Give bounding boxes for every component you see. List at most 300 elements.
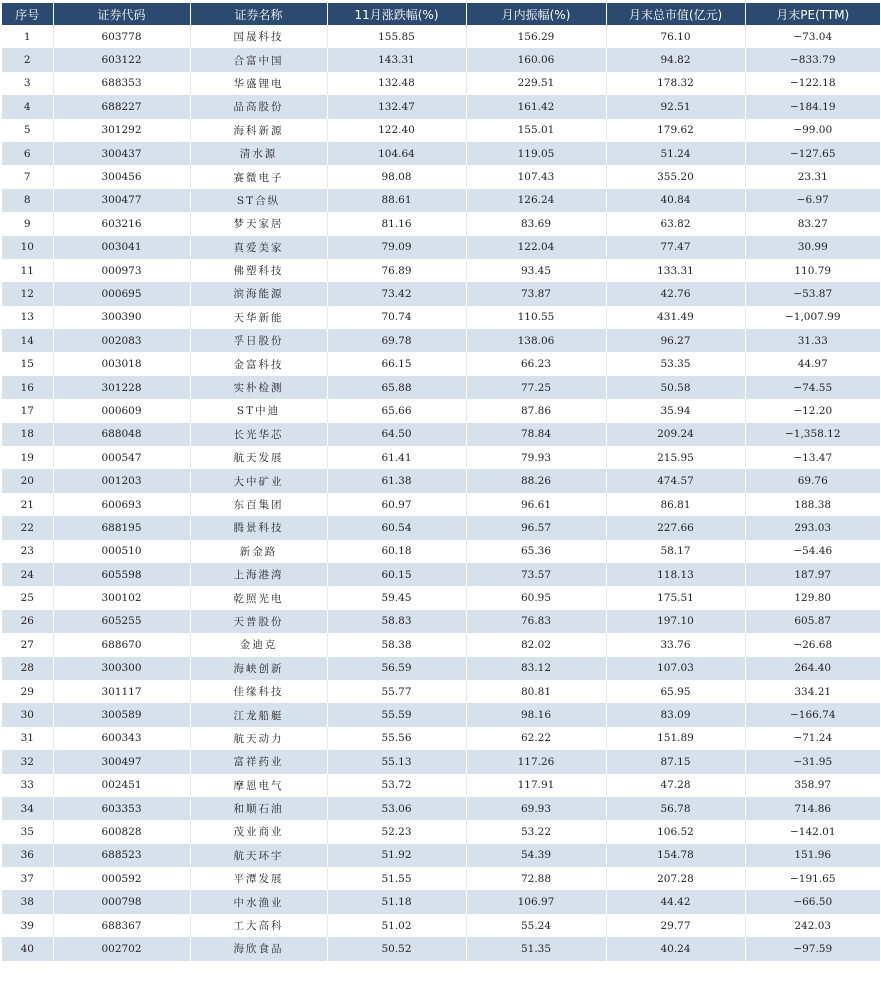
cell-index: 13	[2, 306, 53, 329]
cell-amplitude: 83.69	[466, 212, 606, 235]
cell-pe: −66.50	[745, 890, 880, 913]
cell-market-cap: 40.84	[606, 189, 745, 212]
cell-market-cap: 355.20	[606, 165, 745, 188]
cell-change: 69.78	[327, 329, 466, 352]
cell-code: 301228	[53, 376, 190, 399]
cell-pe: 242.03	[745, 914, 880, 937]
cell-change: 51.92	[327, 844, 466, 867]
cell-code: 603353	[53, 797, 190, 820]
cell-index: 32	[2, 750, 53, 773]
cell-name: 国晟科技	[190, 25, 327, 48]
cell-market-cap: 51.24	[606, 142, 745, 165]
table-row	[2, 797, 880, 820]
header-row	[2, 3, 880, 25]
cell-market-cap: 58.17	[606, 540, 745, 563]
cell-code: 000547	[53, 446, 190, 469]
cell-amplitude: 78.84	[466, 423, 606, 446]
cell-code: 600693	[53, 493, 190, 516]
cell-pe: −12.20	[745, 399, 880, 422]
cell-amplitude: 119.05	[466, 142, 606, 165]
cell-code: 002702	[53, 937, 190, 960]
cell-name: 金富科技	[190, 352, 327, 375]
cell-code: 300437	[53, 142, 190, 165]
cell-amplitude: 72.88	[466, 867, 606, 890]
cell-name: 和顺石油	[190, 797, 327, 820]
cell-pe: 110.79	[745, 259, 880, 282]
cell-market-cap: 53.35	[606, 352, 745, 375]
table-row	[2, 189, 880, 212]
table-row	[2, 540, 880, 563]
cell-change: 70.74	[327, 306, 466, 329]
cell-pe: −53.87	[745, 282, 880, 305]
cell-code: 688195	[53, 516, 190, 539]
cell-code: 605255	[53, 610, 190, 633]
table-row	[2, 750, 880, 773]
cell-amplitude: 80.81	[466, 680, 606, 703]
cell-code: 002451	[53, 774, 190, 797]
cell-change: 104.64	[327, 142, 466, 165]
cell-index: 30	[2, 703, 53, 726]
header-market-cap: 月末总市值(亿元)	[606, 3, 745, 25]
cell-code: 301117	[53, 680, 190, 703]
cell-change: 53.72	[327, 774, 466, 797]
cell-name: 航天动力	[190, 727, 327, 750]
cell-market-cap: 107.03	[606, 657, 745, 680]
cell-name: 天普股份	[190, 610, 327, 633]
table-row	[2, 282, 880, 305]
cell-pe: −6.97	[745, 189, 880, 212]
cell-change: 132.47	[327, 95, 466, 118]
cell-name: 工大高科	[190, 914, 327, 937]
cell-index: 26	[2, 610, 53, 633]
cell-code: 300390	[53, 306, 190, 329]
cell-index: 38	[2, 890, 53, 913]
cell-index: 23	[2, 540, 53, 563]
cell-index: 35	[2, 820, 53, 843]
table-row	[2, 48, 880, 71]
cell-change: 61.41	[327, 446, 466, 469]
cell-change: 73.42	[327, 282, 466, 305]
cell-code: 688048	[53, 423, 190, 446]
cell-change: 60.97	[327, 493, 466, 516]
cell-name: 真爱美家	[190, 236, 327, 259]
cell-code: 300589	[53, 703, 190, 726]
table-row	[2, 563, 880, 586]
cell-amplitude: 160.06	[466, 48, 606, 71]
cell-market-cap: 86.81	[606, 493, 745, 516]
table-row	[2, 25, 880, 48]
header-pe: 月末PE(TTM)	[745, 3, 880, 25]
cell-code: 000798	[53, 890, 190, 913]
cell-code: 603216	[53, 212, 190, 235]
cell-name: 长光华芯	[190, 423, 327, 446]
cell-market-cap: 77.47	[606, 236, 745, 259]
cell-code: 001203	[53, 469, 190, 492]
table-row	[2, 446, 880, 469]
cell-amplitude: 155.01	[466, 119, 606, 142]
cell-pe: −142.01	[745, 820, 880, 843]
cell-code: 000592	[53, 867, 190, 890]
table-row	[2, 469, 880, 492]
cell-amplitude: 76.83	[466, 610, 606, 633]
cell-pe: −71.24	[745, 727, 880, 750]
cell-pe: −833.79	[745, 48, 880, 71]
cell-change: 58.83	[327, 610, 466, 633]
cell-name: 金迪克	[190, 633, 327, 656]
cell-amplitude: 51.35	[466, 937, 606, 960]
cell-index: 14	[2, 329, 53, 352]
cell-change: 50.52	[327, 937, 466, 960]
table-row	[2, 774, 880, 797]
cell-amplitude: 82.02	[466, 633, 606, 656]
cell-name: ST中迪	[190, 399, 327, 422]
cell-pe: −31.95	[745, 750, 880, 773]
cell-market-cap: 92.51	[606, 95, 745, 118]
cell-index: 16	[2, 376, 53, 399]
cell-market-cap: 47.28	[606, 774, 745, 797]
cell-pe: 187.97	[745, 563, 880, 586]
cell-index: 15	[2, 352, 53, 375]
cell-index: 12	[2, 282, 53, 305]
cell-pe: −184.19	[745, 95, 880, 118]
cell-name: 孚日股份	[190, 329, 327, 352]
cell-index: 7	[2, 165, 53, 188]
cell-index: 17	[2, 399, 53, 422]
cell-code: 000510	[53, 540, 190, 563]
cell-name: 中水渔业	[190, 890, 327, 913]
cell-market-cap: 76.10	[606, 25, 745, 48]
cell-change: 51.02	[327, 914, 466, 937]
cell-code: 003018	[53, 352, 190, 375]
cell-amplitude: 122.04	[466, 236, 606, 259]
cell-pe: −99.00	[745, 119, 880, 142]
cell-change: 55.56	[327, 727, 466, 750]
cell-market-cap: 151.89	[606, 727, 745, 750]
cell-amplitude: 60.95	[466, 586, 606, 609]
cell-change: 60.18	[327, 540, 466, 563]
cell-name: 清水源	[190, 142, 327, 165]
cell-index: 24	[2, 563, 53, 586]
cell-name: 平潭发展	[190, 867, 327, 890]
cell-market-cap: 207.28	[606, 867, 745, 890]
cell-change: 143.31	[327, 48, 466, 71]
table-row	[2, 119, 880, 142]
cell-name: 佳缘科技	[190, 680, 327, 703]
cell-index: 8	[2, 189, 53, 212]
cell-amplitude: 98.16	[466, 703, 606, 726]
cell-code: 300102	[53, 586, 190, 609]
cell-change: 59.45	[327, 586, 466, 609]
cell-change: 58.38	[327, 633, 466, 656]
table-row	[2, 914, 880, 937]
cell-index: 9	[2, 212, 53, 235]
cell-change: 52.23	[327, 820, 466, 843]
cell-index: 5	[2, 119, 53, 142]
table-body	[2, 25, 880, 961]
cell-index: 3	[2, 72, 53, 95]
cell-amplitude: 87.86	[466, 399, 606, 422]
cell-market-cap: 431.49	[606, 306, 745, 329]
cell-index: 22	[2, 516, 53, 539]
cell-change: 55.13	[327, 750, 466, 773]
table-row	[2, 142, 880, 165]
cell-name: 合富中国	[190, 48, 327, 71]
cell-code: 605598	[53, 563, 190, 586]
cell-amplitude: 110.55	[466, 306, 606, 329]
cell-name: 东百集团	[190, 493, 327, 516]
table-row	[2, 212, 880, 235]
table-row	[2, 633, 880, 656]
cell-amplitude: 66.23	[466, 352, 606, 375]
cell-pe: 83.27	[745, 212, 880, 235]
cell-market-cap: 178.32	[606, 72, 745, 95]
cell-pe: 129.80	[745, 586, 880, 609]
cell-pe: 31.33	[745, 329, 880, 352]
cell-amplitude: 77.25	[466, 376, 606, 399]
cell-market-cap: 106.52	[606, 820, 745, 843]
cell-index: 21	[2, 493, 53, 516]
cell-change: 55.77	[327, 680, 466, 703]
cell-market-cap: 96.27	[606, 329, 745, 352]
cell-change: 56.59	[327, 657, 466, 680]
cell-amplitude: 65.36	[466, 540, 606, 563]
cell-amplitude: 106.97	[466, 890, 606, 913]
cell-code: 000609	[53, 399, 190, 422]
cell-market-cap: 215.95	[606, 446, 745, 469]
cell-code: 603778	[53, 25, 190, 48]
cell-amplitude: 55.24	[466, 914, 606, 937]
cell-pe: −122.18	[745, 72, 880, 95]
cell-pe: −54.46	[745, 540, 880, 563]
cell-pe: 293.03	[745, 516, 880, 539]
cell-amplitude: 96.57	[466, 516, 606, 539]
table-row	[2, 890, 880, 913]
cell-change: 55.59	[327, 703, 466, 726]
cell-name: 赛微电子	[190, 165, 327, 188]
cell-change: 65.66	[327, 399, 466, 422]
cell-code: 688670	[53, 633, 190, 656]
cell-market-cap: 44.42	[606, 890, 745, 913]
cell-index: 27	[2, 633, 53, 656]
cell-index: 25	[2, 586, 53, 609]
cell-change: 76.89	[327, 259, 466, 282]
cell-code: 003041	[53, 236, 190, 259]
cell-code: 688353	[53, 72, 190, 95]
cell-pe: 605.87	[745, 610, 880, 633]
table-row	[2, 937, 880, 960]
cell-name: 天华新能	[190, 306, 327, 329]
cell-name: ST合纵	[190, 189, 327, 212]
cell-code: 688523	[53, 844, 190, 867]
cell-market-cap: 63.82	[606, 212, 745, 235]
cell-change: 53.06	[327, 797, 466, 820]
cell-index: 40	[2, 937, 53, 960]
cell-amplitude: 54.39	[466, 844, 606, 867]
cell-change: 98.08	[327, 165, 466, 188]
cell-market-cap: 50.58	[606, 376, 745, 399]
header-name: 证券名称	[190, 3, 327, 25]
cell-market-cap: 33.76	[606, 633, 745, 656]
cell-market-cap: 227.66	[606, 516, 745, 539]
cell-index: 1	[2, 25, 53, 48]
cell-pe: −74.55	[745, 376, 880, 399]
cell-change: 61.38	[327, 469, 466, 492]
cell-code: 000973	[53, 259, 190, 282]
cell-amplitude: 96.61	[466, 493, 606, 516]
cell-pe: 44.97	[745, 352, 880, 375]
table-row	[2, 703, 880, 726]
cell-name: 新金路	[190, 540, 327, 563]
cell-pe: 714.86	[745, 797, 880, 820]
cell-code: 002083	[53, 329, 190, 352]
cell-market-cap: 35.94	[606, 399, 745, 422]
cell-amplitude: 83.12	[466, 657, 606, 680]
cell-market-cap: 118.13	[606, 563, 745, 586]
cell-pe: −127.65	[745, 142, 880, 165]
cell-code: 688227	[53, 95, 190, 118]
cell-name: 大中矿业	[190, 469, 327, 492]
cell-amplitude: 73.87	[466, 282, 606, 305]
cell-index: 28	[2, 657, 53, 680]
cell-code: 600343	[53, 727, 190, 750]
table-row	[2, 657, 880, 680]
cell-code: 301292	[53, 119, 190, 142]
header-index: 序号	[2, 3, 53, 25]
cell-name: 品高股份	[190, 95, 327, 118]
cell-market-cap: 94.82	[606, 48, 745, 71]
cell-index: 18	[2, 423, 53, 446]
cell-index: 11	[2, 259, 53, 282]
cell-change: 51.18	[327, 890, 466, 913]
cell-code: 000695	[53, 282, 190, 305]
cell-pe: 334.21	[745, 680, 880, 703]
cell-name: 航天发展	[190, 446, 327, 469]
cell-index: 6	[2, 142, 53, 165]
cell-index: 31	[2, 727, 53, 750]
cell-amplitude: 229.51	[466, 72, 606, 95]
cell-name: 上海港湾	[190, 563, 327, 586]
cell-market-cap: 175.51	[606, 586, 745, 609]
cell-name: 摩恩电气	[190, 774, 327, 797]
cell-market-cap: 42.76	[606, 282, 745, 305]
cell-pe: −13.47	[745, 446, 880, 469]
cell-market-cap: 83.09	[606, 703, 745, 726]
table-row	[2, 820, 880, 843]
cell-code: 688367	[53, 914, 190, 937]
cell-change: 64.50	[327, 423, 466, 446]
cell-code: 300477	[53, 189, 190, 212]
cell-amplitude: 79.93	[466, 446, 606, 469]
cell-amplitude: 161.42	[466, 95, 606, 118]
cell-market-cap: 179.62	[606, 119, 745, 142]
cell-index: 39	[2, 914, 53, 937]
cell-name: 梦天家居	[190, 212, 327, 235]
cell-pe: −191.65	[745, 867, 880, 890]
cell-change: 79.09	[327, 236, 466, 259]
cell-name: 航天环宇	[190, 844, 327, 867]
stock-ranking-table	[2, 3, 880, 961]
cell-code: 600828	[53, 820, 190, 843]
cell-market-cap: 56.78	[606, 797, 745, 820]
cell-pe: −26.68	[745, 633, 880, 656]
cell-market-cap: 133.31	[606, 259, 745, 282]
table-row	[2, 95, 880, 118]
cell-code: 603122	[53, 48, 190, 71]
cell-pe: −1,007.99	[745, 306, 880, 329]
cell-amplitude: 156.29	[466, 25, 606, 48]
cell-index: 29	[2, 680, 53, 703]
table-row	[2, 399, 880, 422]
cell-name: 滨海能源	[190, 282, 327, 305]
cell-pe: 69.76	[745, 469, 880, 492]
cell-index: 19	[2, 446, 53, 469]
cell-amplitude: 117.91	[466, 774, 606, 797]
cell-amplitude: 138.06	[466, 329, 606, 352]
cell-amplitude: 126.24	[466, 189, 606, 212]
cell-change: 66.15	[327, 352, 466, 375]
cell-amplitude: 73.57	[466, 563, 606, 586]
cell-name: 实朴检测	[190, 376, 327, 399]
cell-pe: 188.38	[745, 493, 880, 516]
cell-code: 300497	[53, 750, 190, 773]
cell-change: 81.16	[327, 212, 466, 235]
cell-change: 122.40	[327, 119, 466, 142]
cell-name: 海欣食品	[190, 937, 327, 960]
cell-amplitude: 69.93	[466, 797, 606, 820]
table-row	[2, 329, 880, 352]
cell-amplitude: 53.22	[466, 820, 606, 843]
cell-index: 34	[2, 797, 53, 820]
cell-name: 海科新源	[190, 119, 327, 142]
cell-name: 佛塑科技	[190, 259, 327, 282]
table-row	[2, 376, 880, 399]
table-row	[2, 236, 880, 259]
cell-pe: 358.97	[745, 774, 880, 797]
cell-name: 腾景科技	[190, 516, 327, 539]
cell-name: 茂业商业	[190, 820, 327, 843]
cell-market-cap: 87.15	[606, 750, 745, 773]
cell-market-cap: 197.10	[606, 610, 745, 633]
table-header	[2, 3, 880, 25]
cell-market-cap: 474.57	[606, 469, 745, 492]
table-row	[2, 844, 880, 867]
cell-market-cap: 154.78	[606, 844, 745, 867]
table-row	[2, 423, 880, 446]
cell-index: 37	[2, 867, 53, 890]
table-row	[2, 259, 880, 282]
cell-market-cap: 40.24	[606, 937, 745, 960]
cell-index: 2	[2, 48, 53, 71]
cell-change: 155.85	[327, 25, 466, 48]
cell-change: 65.88	[327, 376, 466, 399]
header-amplitude: 月内振幅(%)	[466, 3, 606, 25]
table-row	[2, 72, 880, 95]
cell-name: 海峡创新	[190, 657, 327, 680]
cell-name: 江龙船艇	[190, 703, 327, 726]
cell-name: 华盛锂电	[190, 72, 327, 95]
table-row	[2, 493, 880, 516]
cell-index: 10	[2, 236, 53, 259]
cell-pe: −166.74	[745, 703, 880, 726]
cell-change: 88.61	[327, 189, 466, 212]
table-row	[2, 352, 880, 375]
cell-pe: −97.59	[745, 937, 880, 960]
cell-index: 33	[2, 774, 53, 797]
cell-name: 乾照光电	[190, 586, 327, 609]
cell-amplitude: 62.22	[466, 727, 606, 750]
table-row	[2, 727, 880, 750]
cell-change: 60.54	[327, 516, 466, 539]
